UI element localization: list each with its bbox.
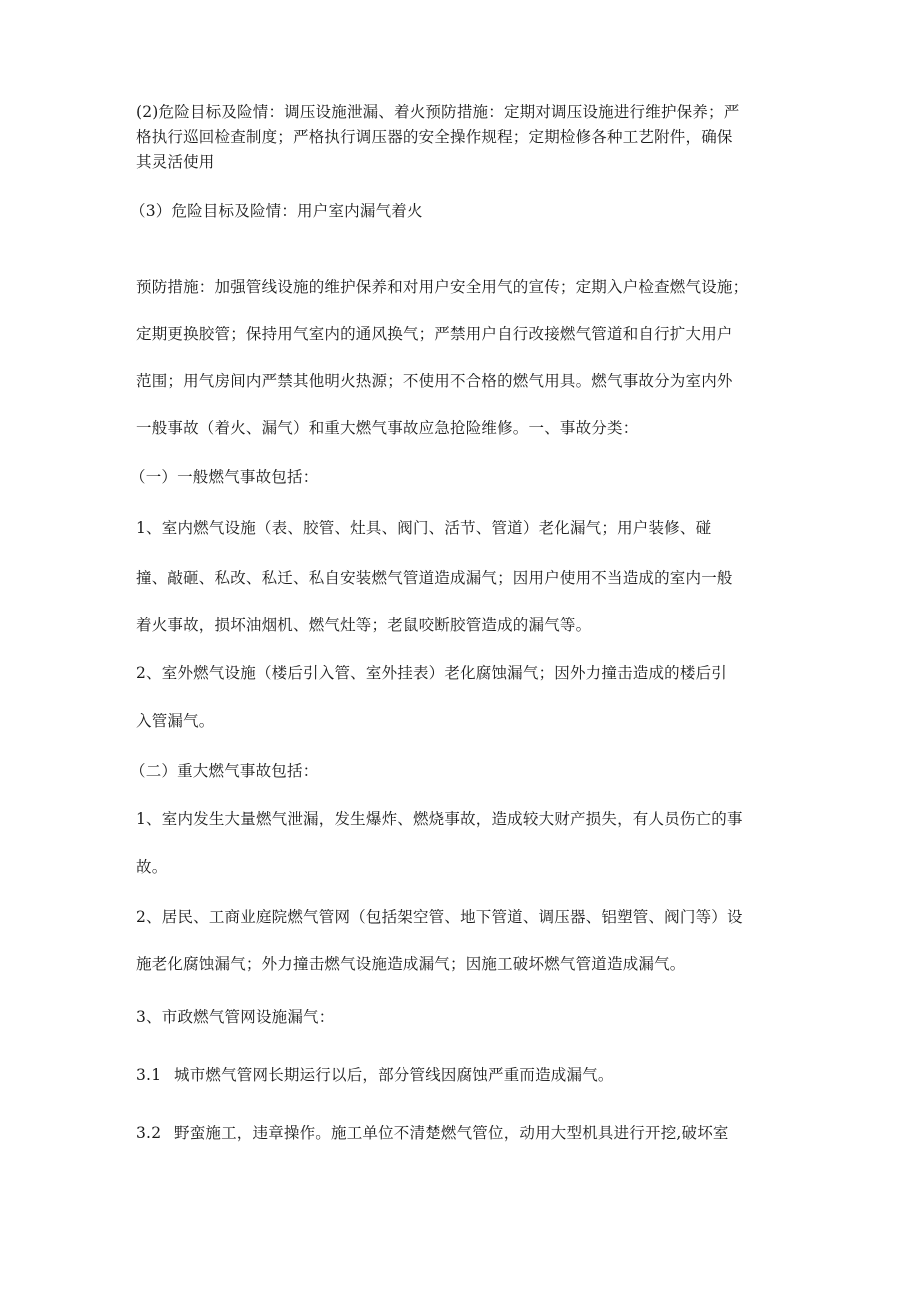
major-item-2-line-1: 2、居民、工商业庭院燃气管网（包括架空管、地下管道、调压器、铝塑管、阀门等）设	[136, 908, 743, 926]
sub-item-3-2	[136, 1122, 729, 1144]
paragraph-2-line-3: 其灵活使用	[136, 153, 215, 171]
general-item-2-line-2: 入管漏气。	[136, 712, 215, 730]
major-item-2-line-2: 施老化腐蚀漏气；外力撞击燃气设施造成漏气；因施工破坏燃气管道造成漏气。	[136, 955, 686, 973]
sub-item-3-2-text: 野蛮施工，违章操作。施工单位不清楚燃气管位，动用大型机具进行开挖,破坏室	[174, 1124, 729, 1142]
prevention-line-2: 定期更换胶管；保持用气室内的通风换气；严禁用户自行改接燃气管道和自行扩大用户	[136, 325, 733, 343]
sub-item-3-1	[136, 1064, 614, 1086]
major-item-1-line-1: 1、室内发生大量燃气泄漏，发生爆炸、燃烧事故，造成较大财产损失，有人员伤亡的事	[136, 810, 743, 828]
general-accident-heading: （一）一般燃气事故包括：	[130, 468, 319, 486]
prevention-line-3: 范围；用气房间内严禁其他明火热源；不使用不合格的燃气用具。燃气事故分为室内外	[136, 372, 733, 390]
sub-item-3-2-number: 3.2	[136, 1124, 162, 1142]
general-item-2-line-1: 2、室外燃气设施（楼后引入管、室外挂表）老化腐蚀漏气；因外力撞击造成的楼后引	[136, 664, 727, 682]
prevention-line-1: 预防措施：加强管线设施的维护保养和对用户安全用气的宣传；定期入户检查燃气设施；	[136, 278, 749, 296]
general-item-1-line-3: 着火事故，损坏油烟机、燃气灶等；老鼠咬断胶管造成的漏气等。	[136, 616, 592, 634]
paragraph-2-line-2: 格执行巡回检查制度；严格执行调压器的安全操作规程；定期检修各种工艺附件，确保	[136, 128, 733, 146]
major-item-3: 3、市政燃气管网设施漏气：	[136, 1008, 335, 1026]
general-item-1-line-1: 1、室内燃气设施（表、胶管、灶具、阀门、活节、管道）老化漏气；用户装修、碰	[136, 519, 712, 537]
sub-item-3-1-text: 城市燃气管网长期运行以后，部分管线因腐蚀严重而造成漏气。	[174, 1066, 614, 1084]
paragraph-3-heading: （3）危险目标及险情：用户室内漏气着火	[130, 202, 423, 220]
paragraph-2-line-1: (2)危险目标及险情：调压设施泄漏、着火预防措施：定期对调压设施进行维护保养；严	[136, 103, 740, 121]
sub-item-3-1-number: 3.1	[136, 1066, 162, 1084]
general-item-1-line-2: 撞、敲砸、私改、私迁、私自安装燃气管道造成漏气；因用户使用不当造成的室内一般	[136, 569, 733, 587]
major-item-1-line-2: 故。	[136, 858, 168, 876]
major-accident-heading: （二）重大燃气事故包括：	[130, 762, 319, 780]
prevention-line-4: 一般事故（着火、漏气）和重大燃气事故应急抢险维修。一、事故分类：	[136, 419, 639, 437]
